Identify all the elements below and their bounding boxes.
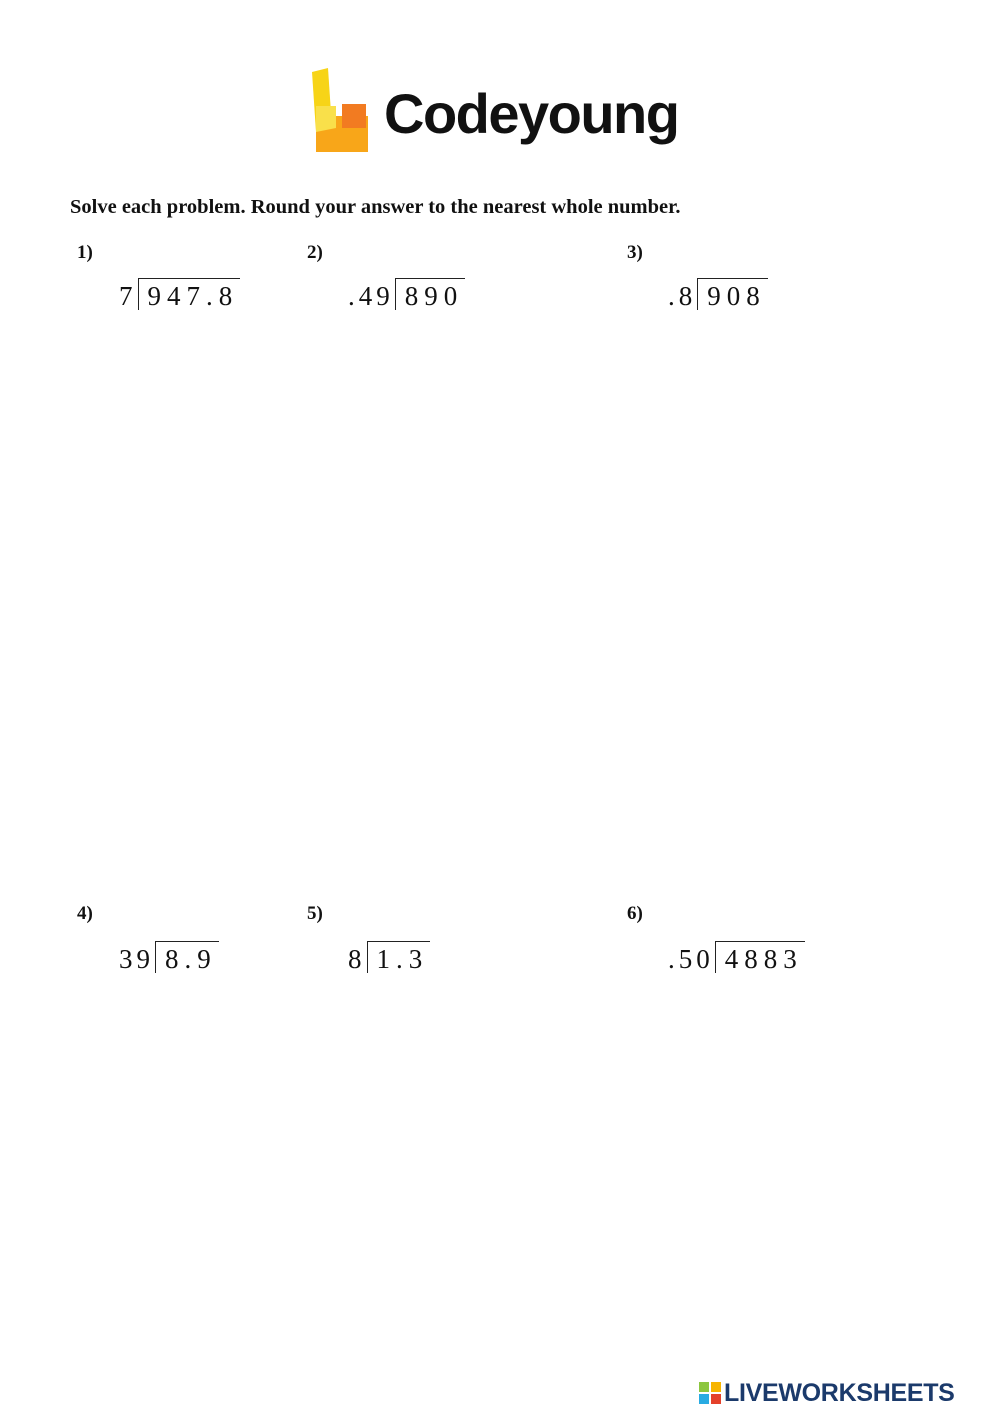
instructions-text: Solve each problem. Round your answer to the nearest whole number. (70, 196, 681, 218)
long-division-problem (119, 278, 240, 310)
long-division-problem (668, 941, 805, 973)
divisor: 8 (348, 944, 366, 974)
divisor: 7 (119, 281, 137, 311)
long-division-problem (348, 941, 430, 973)
codeyoung-logo-mark-icon (306, 66, 370, 156)
problem-number: 6) (627, 903, 643, 924)
logo-text: Codeyoung (384, 82, 679, 145)
liveworksheets-brand (698, 1380, 994, 1406)
dividend: 8.9 (155, 941, 219, 973)
long-division-problem (668, 278, 768, 310)
divisor: .50 (668, 944, 714, 974)
liveworksheets-logo-icon (698, 1381, 722, 1405)
divisor: 39 (119, 944, 154, 974)
problem-number: 5) (307, 903, 323, 924)
long-division-problem (119, 941, 219, 973)
dividend: 890 (395, 278, 466, 310)
problem-number: 4) (77, 903, 93, 924)
problem-number: 2) (307, 242, 323, 263)
problem-number: 3) (627, 242, 643, 263)
divisor: .8 (668, 281, 697, 311)
dividend: 4883 (715, 941, 805, 973)
problem-number: 1) (77, 242, 93, 263)
dividend: 908 (697, 278, 768, 310)
divisor: .49 (348, 281, 394, 311)
brand-text: LIVEWORKSHEETS (724, 1378, 955, 1407)
codeyoung-logo (306, 66, 706, 162)
dividend: 947.8 (138, 278, 241, 310)
dividend: 1.3 (367, 941, 431, 973)
long-division-problem (348, 278, 465, 310)
